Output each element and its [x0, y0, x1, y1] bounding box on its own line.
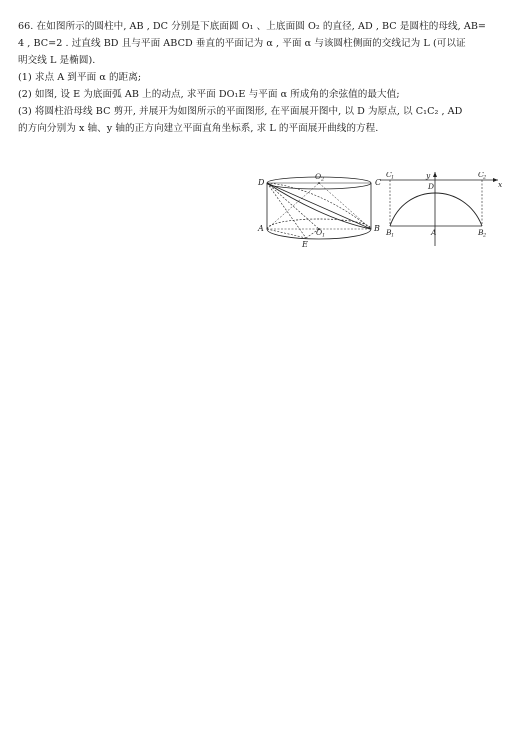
question-3-part-2: 的方向分别为 x 轴、y 轴的正方向建立平面直角坐标系, 求 L 的平面展开曲线的方程. — [18, 123, 379, 134]
line-AO2 — [267, 183, 319, 229]
label-B1-sub: 1 — [391, 232, 395, 239]
label-O2: O — [315, 172, 322, 181]
y-axis-arrow — [433, 172, 437, 177]
figures — [256, 172, 506, 252]
problem-stem-1: 在如图所示的圆柱中, AB , DC 分别是下底面圆 O₁ 、上底面圆 O₂ 的直径, AD , BC 是圆柱的母线, AB= — [36, 21, 487, 32]
label-B: B — [374, 224, 380, 233]
question-1: (1) 求点 A 到平面 α 的距离; — [18, 72, 142, 83]
problem-line-1 — [18, 18, 514, 35]
label-O2-sub: 2 — [321, 176, 325, 183]
line-DO1 — [267, 183, 319, 229]
curve-L-unfolded — [390, 193, 482, 226]
label-x: x — [498, 180, 503, 189]
problem-line-2: 4 , BC=2 . 过直线 BD 且与平面 ABCD 垂直的平面记为 α , 平面 α 与该圆柱侧面的交线记为 L (可以证 — [18, 38, 466, 49]
label-C1-sub: 1 — [391, 174, 395, 181]
label-y: y — [426, 172, 431, 180]
label-C2: C — [478, 172, 484, 179]
label-D: D — [428, 182, 435, 191]
cylinder-figure — [256, 172, 386, 252]
problem-text — [18, 18, 514, 137]
label-D: D — [258, 178, 265, 187]
label-E: E — [302, 240, 308, 249]
label-C1: C — [386, 172, 392, 179]
label-C2-sub: 2 — [483, 174, 487, 181]
label-O1: O — [316, 228, 323, 237]
problem-line-3: 明交线 L 是椭圆). — [18, 55, 96, 66]
unfolded-figure — [380, 172, 504, 252]
label-B1: B — [386, 228, 392, 237]
label-C: C — [375, 178, 382, 187]
label-O1-sub: 1 — [322, 232, 326, 239]
label-A: A — [258, 224, 264, 233]
label-A: A — [431, 228, 437, 237]
problem-number: 66. — [18, 21, 34, 32]
question-2: (2) 如图, 设 E 为底面弧 AB 上的动点, 求平面 DO₁E 与平面 α 所成角的余弦值的最大值; — [18, 89, 400, 100]
question-3-part-1: (3) 将圆柱沿母线 BC 剪开, 并展开为如图所示的平面图形, 在平面展开图中, 以 D 为原点, 以 C₁C₂ , AD — [18, 106, 463, 117]
label-B2: B — [478, 228, 484, 237]
label-B2-sub: 2 — [483, 232, 487, 239]
